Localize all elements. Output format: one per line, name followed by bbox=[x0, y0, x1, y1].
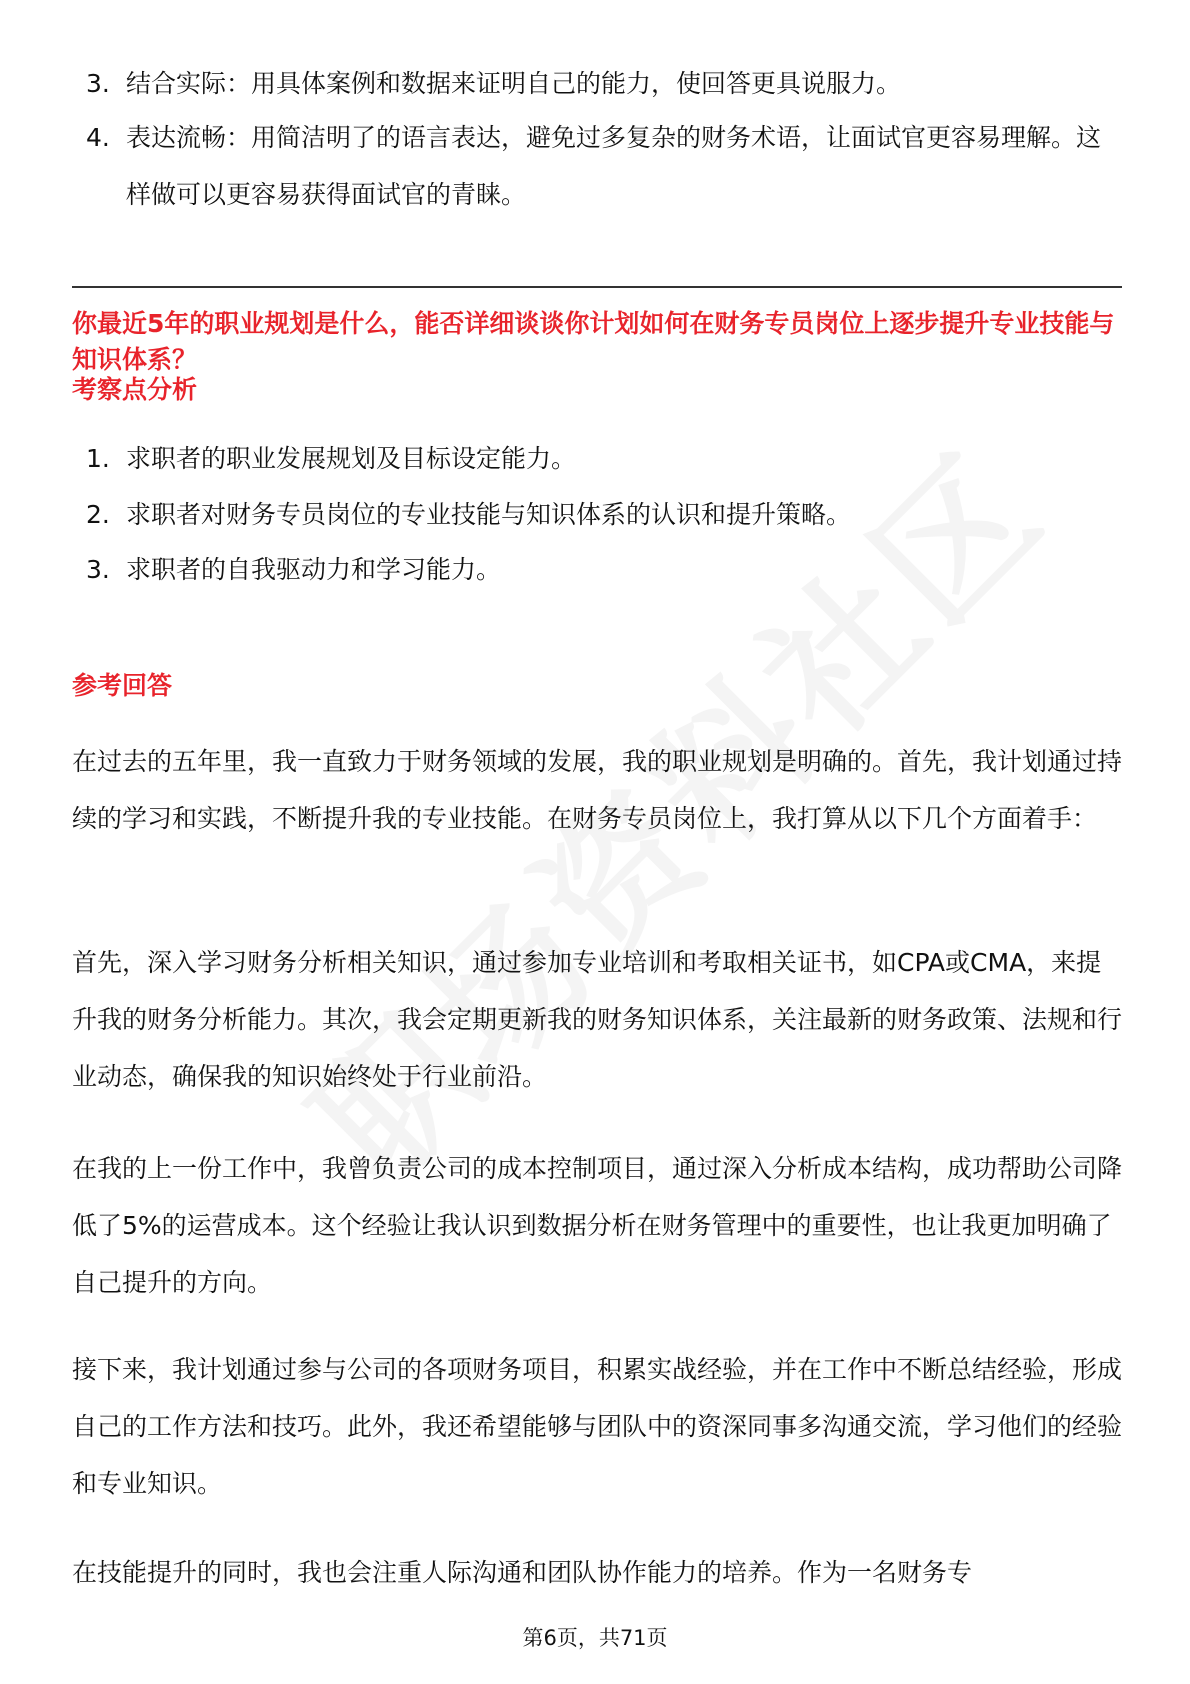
question-title: 你最近5年的职业规划是什么，能否详细谈谈你计划如何在财务专员岗位上逐步提升专业技能与知识体系？ bbox=[72, 309, 1115, 374]
list-item-text: 结合实际：用具体案例和数据来证明自己的能力，使回答更具说服力。 bbox=[126, 69, 902, 98]
list-item-number: 2. bbox=[86, 500, 110, 529]
answer-heading: 参考回答 bbox=[72, 671, 173, 700]
section-divider bbox=[72, 286, 1122, 288]
list-item-text: 求职者的自我驱动力和学习能力。 bbox=[126, 555, 502, 584]
analysis-heading: 考察点分析 bbox=[72, 375, 198, 404]
list-item bbox=[72, 109, 1122, 223]
list-item-number: 3. bbox=[86, 555, 110, 584]
list-item-number: 1. bbox=[86, 444, 110, 473]
answer-paragraph: 首先，深入学习财务分析相关知识，通过参加专业培训和考取相关证书，如CPA或CMA，来提升我的财务分析能力。其次，我会定期更新我的财务知识体系，关注最新的财务政策、法规和行业动态，确保我的知识始终处于行业前沿。 bbox=[72, 948, 1123, 1091]
answer-paragraph: 接下来，我计划通过参与公司的各项财务项目，积累实战经验，并在工作中不断总结经验，形成自己的工作方法和技巧。此外，我还希望能够与团队中的资深同事多沟通交流，学习他们的经验和专业知识。 bbox=[72, 1355, 1123, 1498]
answer-paragraph: 在我的上一份工作中，我曾负责公司的成本控制项目，通过深入分析成本结构，成功帮助公司降低了5%的运营成本。这个经验让我认识到数据分析在财务管理中的重要性，也让我更加明确了自己提升的方向。 bbox=[72, 1154, 1123, 1297]
list-item-number: 4. bbox=[86, 123, 110, 152]
page-footer: 第6页，共71页 bbox=[522, 1626, 668, 1650]
list-item-text: 表达流畅：用简洁明了的语言表达，避免过多复杂的财务术语，让面试官更容易理解。这样做可以更容易获得面试官的青睐。 bbox=[126, 123, 1102, 209]
list-item bbox=[72, 55, 1122, 112]
list-item bbox=[72, 541, 1122, 598]
list-item-text: 求职者的职业发展规划及目标设定能力。 bbox=[126, 444, 577, 473]
answer-paragraph: 在过去的五年里，我一直致力于财务领域的发展，我的职业规划是明确的。首先，我计划通过持续的学习和实践，不断提升我的专业技能。在财务专员岗位上，我打算从以下几个方面着手： bbox=[72, 747, 1123, 833]
list-item-text: 求职者对财务专员岗位的专业技能与知识体系的认识和提升策略。 bbox=[126, 500, 852, 529]
list-item-number: 3. bbox=[86, 69, 110, 98]
list-item bbox=[72, 486, 1122, 543]
list-item bbox=[72, 430, 1122, 487]
answer-paragraph: 在技能提升的同时，我也会注重人际沟通和团队协作能力的培养。作为一名财务专 bbox=[72, 1558, 973, 1587]
